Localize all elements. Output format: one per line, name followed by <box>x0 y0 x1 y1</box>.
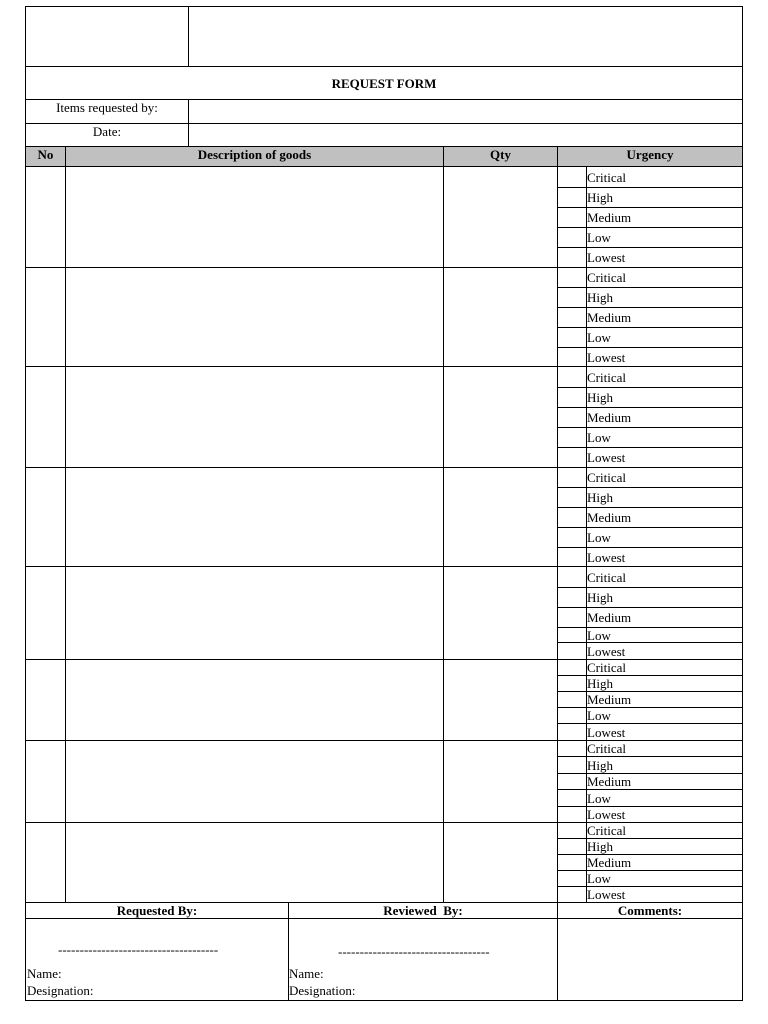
urgency-option-medium: Medium <box>586 507 743 528</box>
item-description-field[interactable] <box>65 659 444 741</box>
urgency-checkbox[interactable] <box>557 789 587 807</box>
urgency-option-medium: Medium <box>586 691 743 708</box>
items-requested-by-label: Items requested by: <box>25 99 189 124</box>
urgency-checkbox[interactable] <box>557 773 587 790</box>
item-qty-field[interactable] <box>443 822 558 903</box>
urgency-checkbox[interactable] <box>557 740 587 757</box>
requested-by-designation-label: Designation: <box>27 983 94 998</box>
item-no-field[interactable] <box>25 566 66 660</box>
reviewed-by-signature-area[interactable] <box>288 918 558 1001</box>
urgency-checkbox[interactable] <box>557 327 587 348</box>
urgency-option-medium: Medium <box>586 854 743 871</box>
urgency-checkbox[interactable] <box>557 854 587 871</box>
urgency-checkbox[interactable] <box>557 838 587 855</box>
column-header-urgency: Urgency <box>557 146 743 167</box>
urgency-checkbox[interactable] <box>557 487 587 508</box>
urgency-checkbox[interactable] <box>557 507 587 528</box>
urgency-checkbox[interactable] <box>557 187 587 208</box>
urgency-checkbox[interactable] <box>557 642 587 660</box>
urgency-checkbox[interactable] <box>557 566 587 588</box>
item-qty-field[interactable] <box>443 740 558 823</box>
urgency-option-medium: Medium <box>586 307 743 328</box>
urgency-option-lowest: Lowest <box>586 886 743 903</box>
form-title: REQUEST FORM <box>25 66 743 100</box>
urgency-checkbox[interactable] <box>557 870 587 887</box>
urgency-option-high: High <box>586 287 743 308</box>
item-no-field[interactable] <box>25 822 66 903</box>
urgency-checkbox[interactable] <box>557 387 587 408</box>
urgency-option-lowest: Lowest <box>586 247 743 268</box>
urgency-option-lowest: Lowest <box>586 447 743 468</box>
urgency-option-high: High <box>586 587 743 608</box>
urgency-option-lowest: Lowest <box>586 723 743 741</box>
urgency-checkbox[interactable] <box>557 659 587 676</box>
urgency-option-low: Low <box>586 427 743 448</box>
company-header-area <box>188 6 743 67</box>
requested-by-heading: Requested By: <box>25 902 289 919</box>
urgency-option-high: High <box>586 387 743 408</box>
urgency-checkbox[interactable] <box>557 627 587 643</box>
urgency-option-high: High <box>586 675 743 692</box>
urgency-checkbox[interactable] <box>557 547 587 567</box>
requested-by-name-label: Name: <box>27 966 62 981</box>
urgency-option-lowest: Lowest <box>586 642 743 660</box>
comments-field[interactable] <box>557 918 743 1001</box>
item-description-field[interactable] <box>65 166 444 268</box>
item-no-field[interactable] <box>25 166 66 268</box>
item-description-field[interactable] <box>65 566 444 660</box>
date-field[interactable] <box>188 123 743 147</box>
item-description-field[interactable] <box>65 822 444 903</box>
urgency-checkbox[interactable] <box>557 366 587 388</box>
item-no-field[interactable] <box>25 267 66 367</box>
item-no-field[interactable] <box>25 366 66 468</box>
urgency-option-lowest: Lowest <box>586 347 743 367</box>
urgency-option-critical: Critical <box>586 566 743 588</box>
urgency-checkbox[interactable] <box>557 307 587 328</box>
item-qty-field[interactable] <box>443 659 558 741</box>
requested-by-signature-line: ------------------------------------- <box>58 942 219 957</box>
item-qty-field[interactable] <box>443 467 558 567</box>
urgency-checkbox[interactable] <box>557 822 587 839</box>
date-label: Date: <box>25 123 189 147</box>
comments-heading: Comments: <box>557 902 743 919</box>
urgency-checkbox[interactable] <box>557 347 587 367</box>
reviewed-by-heading: Reviewed By: <box>288 902 558 919</box>
urgency-option-high: High <box>586 487 743 508</box>
urgency-option-high: High <box>586 756 743 774</box>
items-requested-by-field[interactable] <box>188 99 743 124</box>
urgency-option-low: Low <box>586 527 743 548</box>
urgency-option-critical: Critical <box>586 166 743 188</box>
urgency-checkbox[interactable] <box>557 267 587 288</box>
item-qty-field[interactable] <box>443 366 558 468</box>
urgency-option-medium: Medium <box>586 407 743 428</box>
reviewed-by-name-label: Name: <box>289 966 324 981</box>
urgency-option-low: Low <box>586 627 743 643</box>
urgency-checkbox[interactable] <box>557 691 587 708</box>
urgency-option-lowest: Lowest <box>586 547 743 567</box>
urgency-checkbox[interactable] <box>557 427 587 448</box>
urgency-checkbox[interactable] <box>557 287 587 308</box>
urgency-option-low: Low <box>586 707 743 724</box>
column-header-description: Description of goods <box>65 146 444 167</box>
urgency-checkbox[interactable] <box>557 675 587 692</box>
urgency-option-medium: Medium <box>586 607 743 628</box>
requested-by-signature-area[interactable] <box>25 918 289 1001</box>
item-no-field[interactable] <box>25 740 66 823</box>
urgency-checkbox[interactable] <box>557 886 587 903</box>
urgency-option-critical: Critical <box>586 366 743 388</box>
urgency-option-low: Low <box>586 789 743 807</box>
column-header-qty: Qty <box>443 146 558 167</box>
urgency-option-critical: Critical <box>586 822 743 839</box>
item-no-field[interactable] <box>25 659 66 741</box>
item-description-field[interactable] <box>65 467 444 567</box>
urgency-option-high: High <box>586 187 743 208</box>
urgency-option-medium: Medium <box>586 207 743 228</box>
urgency-option-low: Low <box>586 870 743 887</box>
urgency-checkbox[interactable] <box>557 756 587 774</box>
urgency-option-medium: Medium <box>586 773 743 790</box>
urgency-checkbox[interactable] <box>557 527 587 548</box>
item-no-field[interactable] <box>25 467 66 567</box>
urgency-option-lowest: Lowest <box>586 806 743 823</box>
urgency-checkbox[interactable] <box>557 166 587 188</box>
urgency-checkbox[interactable] <box>557 707 587 724</box>
item-qty-field[interactable] <box>443 566 558 660</box>
urgency-checkbox[interactable] <box>557 207 587 228</box>
urgency-checkbox[interactable] <box>557 723 587 741</box>
urgency-option-critical: Critical <box>586 659 743 676</box>
item-description-field[interactable] <box>65 366 444 468</box>
urgency-option-critical: Critical <box>586 267 743 288</box>
urgency-checkbox[interactable] <box>557 607 587 628</box>
urgency-checkbox[interactable] <box>557 407 587 428</box>
column-header-no: No <box>25 146 66 167</box>
reviewed-by-signature-line: ----------------------------------- <box>338 944 490 959</box>
urgency-checkbox[interactable] <box>557 247 587 268</box>
item-description-field[interactable] <box>65 267 444 367</box>
item-qty-field[interactable] <box>443 267 558 367</box>
logo-area <box>25 6 189 67</box>
urgency-checkbox[interactable] <box>557 806 587 823</box>
urgency-option-critical: Critical <box>586 740 743 757</box>
urgency-option-low: Low <box>586 327 743 348</box>
urgency-checkbox[interactable] <box>557 467 587 488</box>
item-description-field[interactable] <box>65 740 444 823</box>
urgency-checkbox[interactable] <box>557 227 587 248</box>
urgency-checkbox[interactable] <box>557 587 587 608</box>
urgency-option-high: High <box>586 838 743 855</box>
item-qty-field[interactable] <box>443 166 558 268</box>
urgency-option-critical: Critical <box>586 467 743 488</box>
urgency-option-low: Low <box>586 227 743 248</box>
reviewed-by-designation-label: Designation: <box>289 983 356 998</box>
urgency-checkbox[interactable] <box>557 447 587 468</box>
